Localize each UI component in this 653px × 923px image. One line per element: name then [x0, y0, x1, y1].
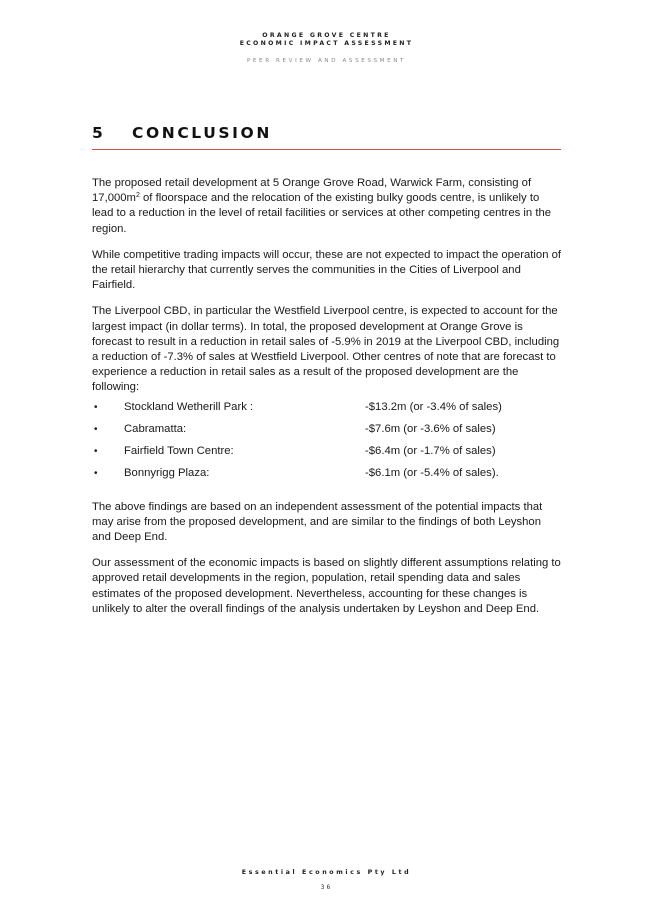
- list-item: [92, 422, 562, 444]
- list-item: [92, 444, 562, 466]
- page-footer: [0, 868, 653, 892]
- header-subtitle: ECONOMIC IMPACT ASSESSMENT: [239, 40, 414, 47]
- bullet-icon: •: [94, 467, 98, 479]
- centre-name: Cabramatta:: [124, 422, 187, 435]
- centre-name: Stockland Wetherill Park :: [124, 400, 254, 413]
- page-number: 36: [320, 884, 333, 891]
- paragraph-5: Our assessment of the economic impacts is based on slightly different assumptions relating to approved retail developments in the region, population, retail spending data and sales estimates of the proposed development. Nevertheless, accounting for these changes is unlikely to alter the overall findings of the analysis undertaken by Leyshon and Deep End.: [92, 557, 561, 615]
- bullet-icon: •: [94, 401, 98, 413]
- impact-value: -$13.2m (or -3.4% of sales): [365, 400, 502, 413]
- header-section-label: PEER REVIEW AND ASSESSMENT: [246, 58, 407, 64]
- centre-name: Bonnyrigg Plaza:: [124, 466, 210, 479]
- body-text: [92, 176, 562, 628]
- paragraph-2: While competitive trading impacts will occur, these are not expected to impact the operation of the retail hierarchy that currently serves the communities in the Cities of Liverpool and Fairfield.: [92, 248, 562, 292]
- footer-company: Essential Economics Pty Ltd: [241, 869, 412, 876]
- paragraph-3: The Liverpool CBD, in particular the Westfield Liverpool centre, is expected to account for the largest impact (in dollar terms). In total, the proposed development at Orange Grove is forecast to result in a reduction in retail sales of -5.9% in 2019 at the Liverpool CBD, including a reduction of -7.3% of sales at Westfield Liverpool. Other centres of note that are forecast to experience a reduction in retail sales as a result of the proposed development are the following:: [92, 305, 560, 394]
- impact-value: -$6.4m (or -1.7% of sales): [365, 444, 496, 457]
- header-title: ORANGE GROVE CENTRE: [262, 32, 391, 39]
- impact-list: [92, 400, 562, 488]
- paragraph-1: [92, 176, 562, 237]
- section-number: 5: [92, 124, 106, 142]
- superscript-2: 2: [135, 192, 140, 200]
- paragraph-4: The above findings are based on an independent assessment of the potential impacts that may arise from the proposed development, and are similar to the findings of both Leyshon and Deep End.: [92, 500, 543, 544]
- section-heading: [92, 124, 561, 150]
- section-title: CONCLUSION: [132, 124, 272, 142]
- impact-value: -$6.1m (or -5.4% of sales).: [365, 466, 499, 479]
- paragraph-1-text-b: of floorspace and the relocation of the existing bulky goods centre, is unlikely to lead to a reduction in the level of retail facilities or services at other competing centres in the region.: [92, 192, 552, 235]
- centre-name: Fairfield Town Centre:: [124, 444, 234, 457]
- bullet-icon: •: [94, 423, 98, 435]
- list-item: [92, 466, 562, 488]
- bullet-icon: •: [94, 445, 98, 457]
- list-item: [92, 400, 562, 422]
- impact-value: -$7.6m (or -3.6% of sales): [365, 422, 496, 435]
- paragraph-1-text-a: The proposed retail development at 5 Orange Grove Road, Warwick Farm, consisting of 17,000m: [92, 177, 532, 205]
- page-header: [0, 32, 653, 65]
